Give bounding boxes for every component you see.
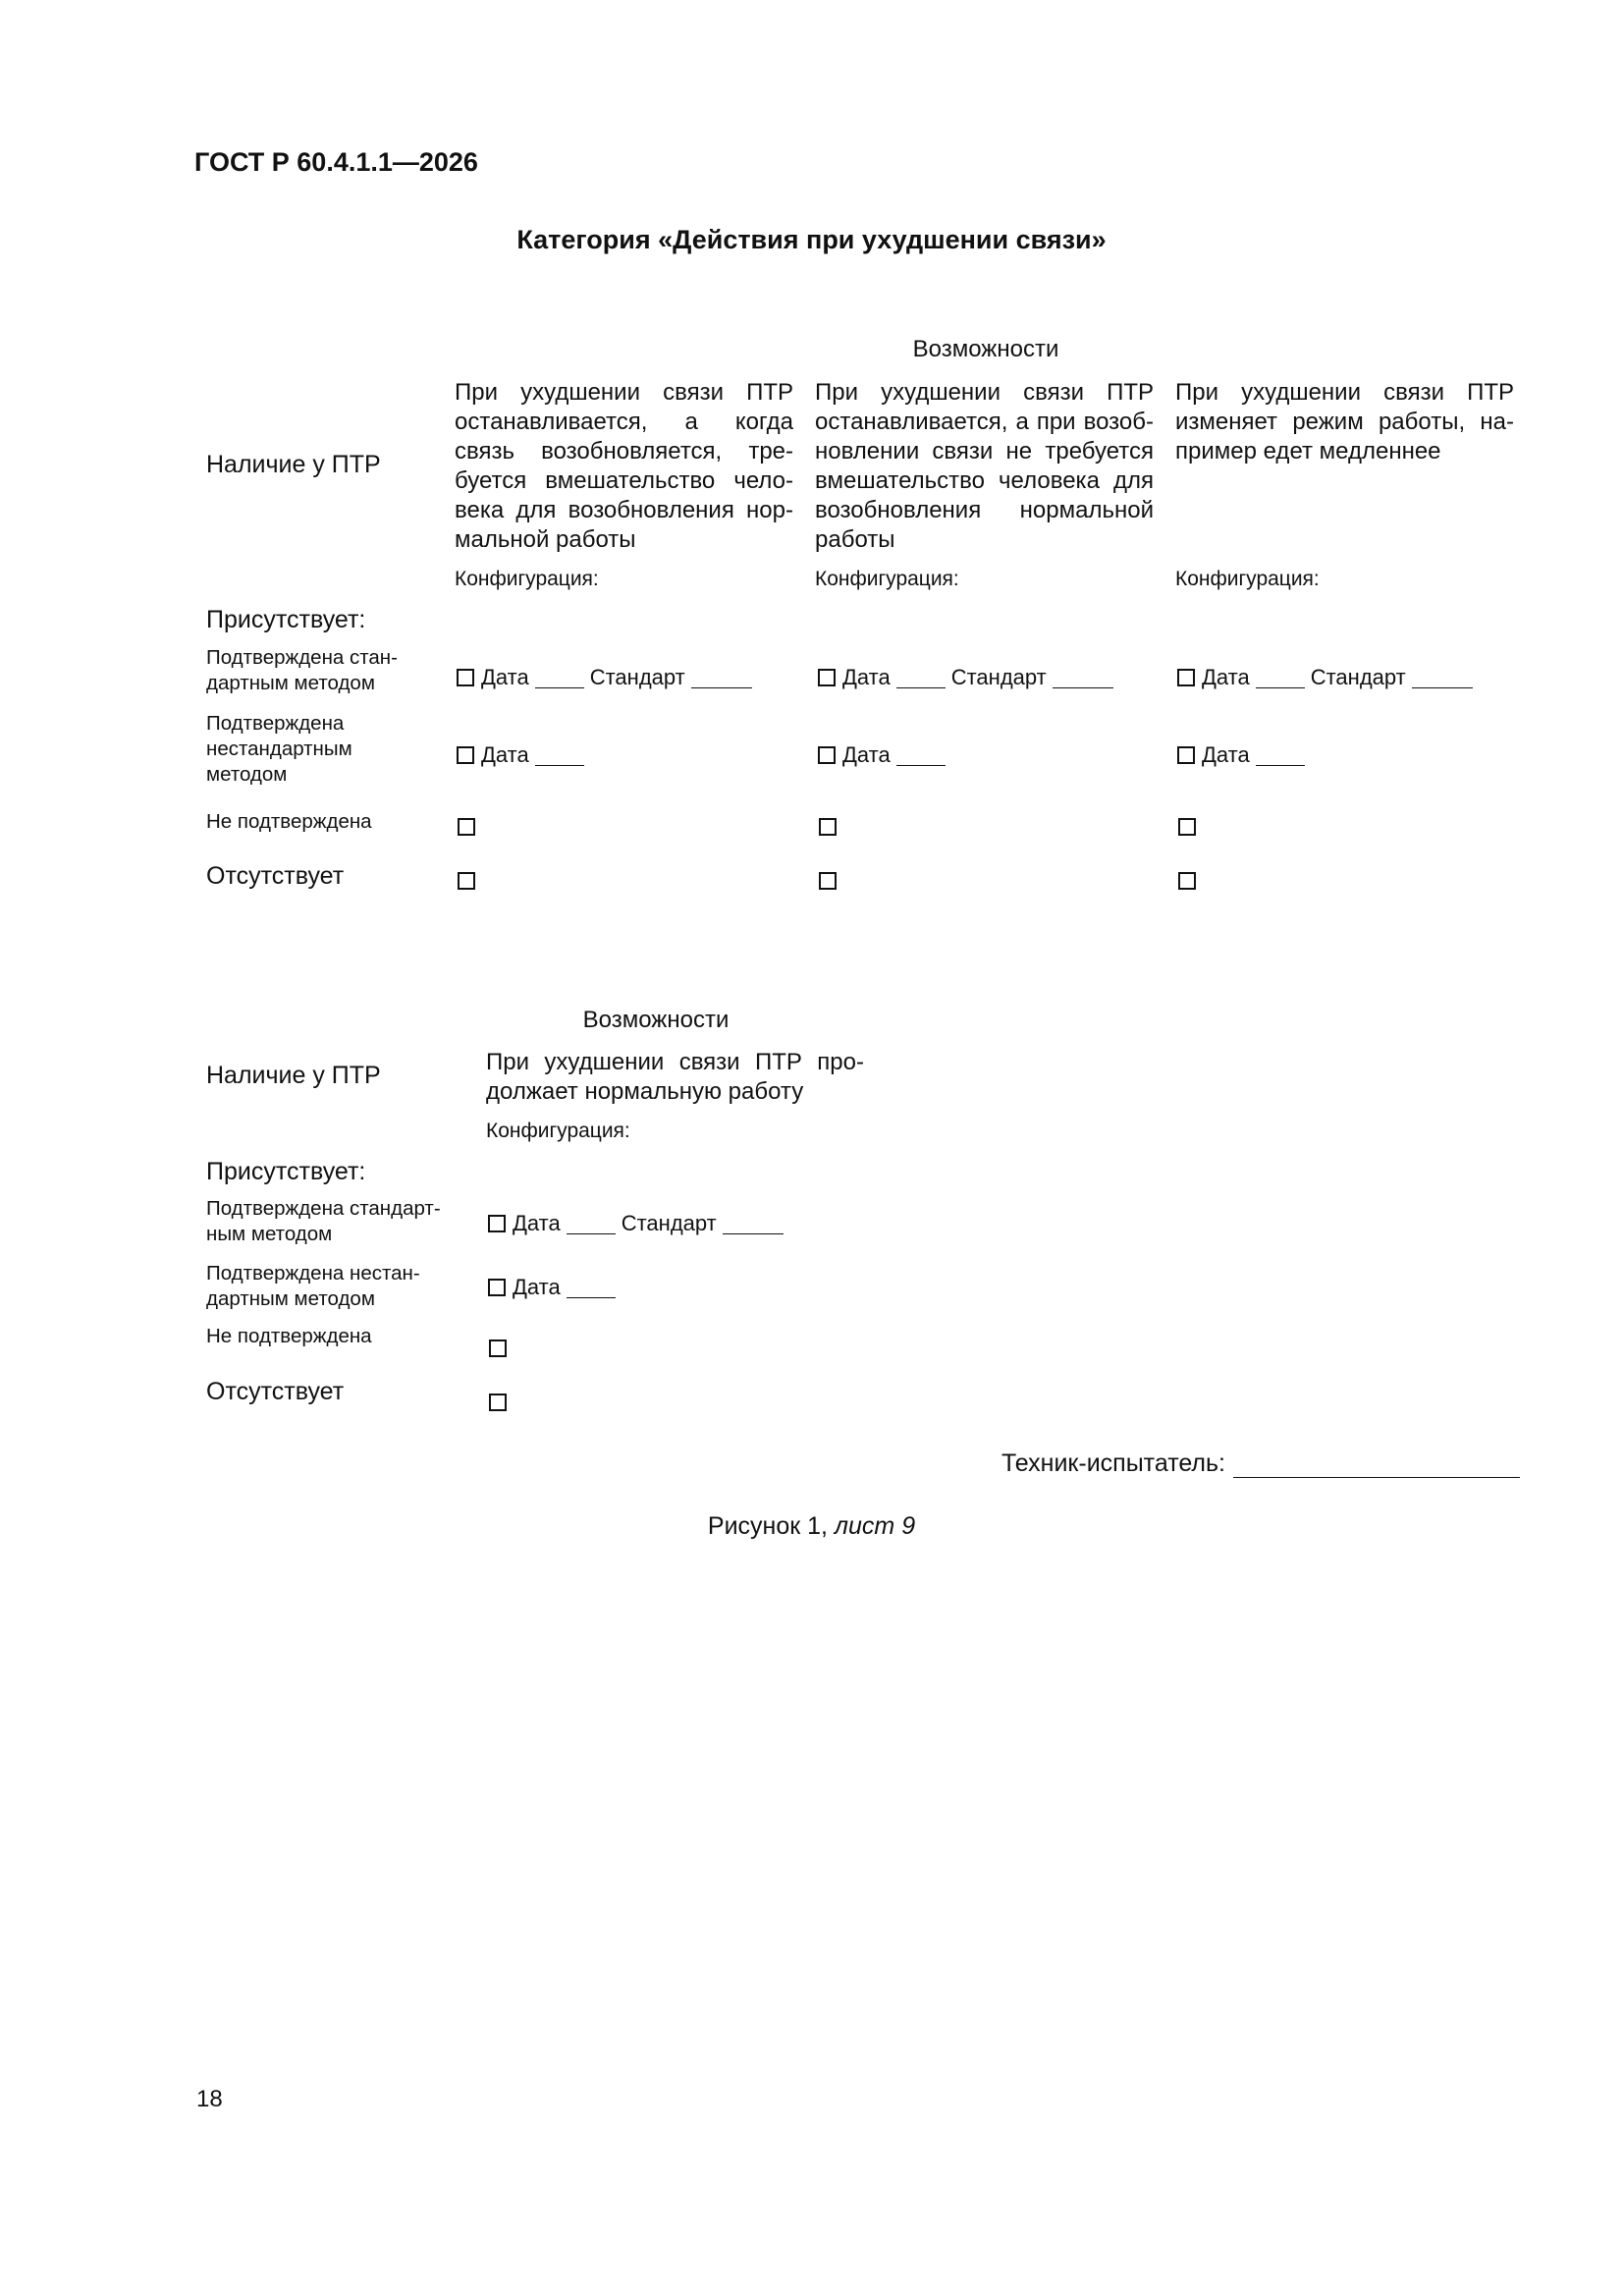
present-label: Присутствует: (206, 606, 366, 633)
checkbox[interactable] (488, 1215, 506, 1232)
capabilities-header: Возможности (582, 1007, 730, 1033)
standard-label: Стандарт (1310, 665, 1406, 689)
configuration-label: Конфигурация: (1175, 568, 1320, 590)
presence-label: Наличие у ПТР (206, 1062, 381, 1089)
technician-label: Техник-испытатель: (1001, 1449, 1225, 1477)
checkbox[interactable] (488, 1279, 506, 1296)
configuration-label: Конфигурация: (486, 1120, 630, 1142)
date-label: Дата (1202, 742, 1250, 767)
category-title: Категория «Действия при ухудшении связи» (516, 225, 1107, 254)
date-label: Дата (1202, 665, 1250, 689)
checkbox[interactable] (819, 872, 837, 890)
date-blank[interactable] (535, 668, 584, 688)
standard-label: Стандарт (621, 1211, 717, 1235)
check-row-nonstandard (818, 742, 946, 768)
date-blank[interactable] (1256, 668, 1305, 688)
document-code: ГОСТ Р 60.4.1.1—2026 (194, 147, 478, 177)
date-label: Дата (513, 1211, 561, 1235)
technician-signature (1001, 1449, 1520, 1478)
status-confirmed-nonstandard-label: Подтверждена нестан- дартным методом (206, 1262, 420, 1310)
checkbox[interactable] (818, 669, 836, 686)
check-row-nonstandard (457, 742, 584, 768)
date-blank[interactable] (567, 1278, 616, 1298)
date-blank[interactable] (896, 745, 946, 766)
status-confirmed-standard-label: Подтверждена стан- дартным методом (206, 646, 398, 694)
checkbox[interactable] (489, 1394, 507, 1411)
presence-label: Наличие у ПТР (206, 451, 381, 478)
standard-blank[interactable] (1412, 668, 1473, 688)
checkbox[interactable] (1178, 818, 1196, 836)
capability-text: При ухудшении связи ПТР изменяет режим работы, на- пример едет медленнее (1175, 379, 1514, 465)
checkbox[interactable] (818, 746, 836, 764)
status-confirmed-nonstandard-label: Подтверждена нестандартным методом (206, 712, 352, 786)
capability-text: При ухудшении связи ПТР останавливается, а при возоб- новлении связи не требуется вмешательство человека для возобновления нормальной работы (815, 379, 1154, 553)
checkbox[interactable] (1177, 669, 1195, 686)
figure-caption (0, 1512, 1623, 1541)
capability-text: При ухудшении связи ПТР останавливается, а когда связь возобновляется, тре- буется вмешательство чело- века для возобновления нор- мальной работы (455, 379, 793, 553)
check-row-nonstandard (1177, 742, 1305, 768)
checkbox[interactable] (458, 872, 475, 890)
checkbox[interactable] (1177, 746, 1195, 764)
configuration-label: Конфигурация: (815, 568, 959, 590)
check-row-standard (1177, 665, 1473, 690)
checkbox[interactable] (458, 818, 475, 836)
date-label: Дата (842, 742, 891, 767)
configuration-label: Конфигурация: (455, 568, 599, 590)
date-label: Дата (481, 742, 529, 767)
date-label: Дата (481, 665, 529, 689)
date-blank[interactable] (896, 668, 946, 688)
status-confirmed-standard-label: Подтверждена стандарт- ным методом (206, 1197, 441, 1245)
figure-caption-main: Рисунок 1, (707, 1512, 835, 1540)
checkbox[interactable] (457, 746, 474, 764)
check-row-nonstandard (488, 1275, 616, 1300)
not-confirmed-label: Не подтверждена (206, 810, 372, 833)
checkbox[interactable] (457, 669, 474, 686)
date-blank[interactable] (1256, 745, 1305, 766)
capabilities-header: Возможности (912, 336, 1059, 362)
absent-label: Отсутствует (206, 862, 345, 890)
date-blank[interactable] (567, 1214, 616, 1234)
figure-caption-sheet: лист 9 (834, 1512, 916, 1540)
absent-label: Отсутствует (206, 1378, 345, 1405)
standard-blank[interactable] (691, 668, 752, 688)
check-row-standard (488, 1211, 784, 1236)
not-confirmed-label: Не подтверждена (206, 1325, 372, 1347)
date-label: Дата (513, 1275, 561, 1299)
checkbox[interactable] (819, 818, 837, 836)
checkbox[interactable] (1178, 872, 1196, 890)
standard-blank[interactable] (1053, 668, 1113, 688)
date-blank[interactable] (535, 745, 584, 766)
check-row-standard (457, 665, 752, 690)
page-number: 18 (196, 2086, 223, 2112)
date-label: Дата (842, 665, 891, 689)
checkbox[interactable] (489, 1339, 507, 1357)
capability-text: При ухудшении связи ПТР про- должает нормальную работу (486, 1049, 864, 1105)
standard-blank[interactable] (723, 1214, 784, 1234)
present-label: Присутствует: (206, 1158, 366, 1185)
standard-label: Стандарт (950, 665, 1047, 689)
standard-label: Стандарт (589, 665, 685, 689)
signature-blank[interactable] (1233, 1453, 1520, 1478)
check-row-standard (818, 665, 1113, 690)
